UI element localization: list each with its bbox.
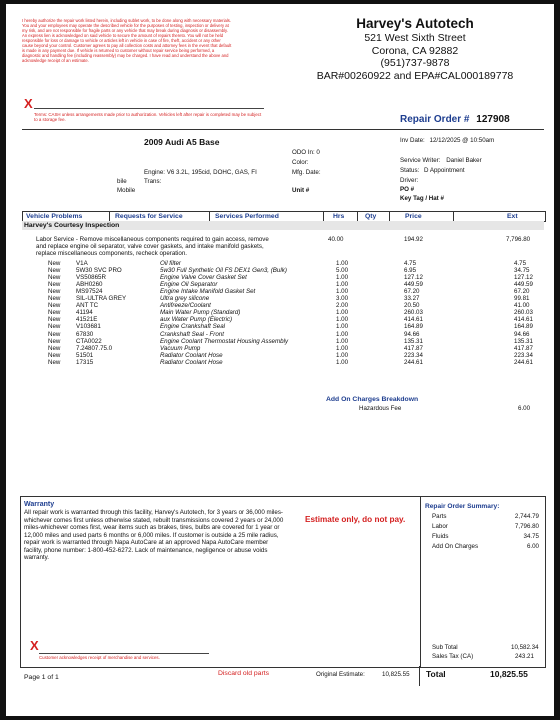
part-qty: 1.00 bbox=[336, 288, 349, 296]
part-ext: 135.31 bbox=[514, 337, 533, 345]
part-description: Vacuum Pump bbox=[160, 344, 201, 352]
part-ext: 67.20 bbox=[514, 288, 530, 296]
summary-box bbox=[20, 496, 546, 668]
original-estimate-value: 10,825.55 bbox=[382, 671, 410, 678]
part-price: 135.31 bbox=[404, 337, 423, 345]
part-ext: 244.61 bbox=[514, 358, 533, 366]
part-price: 20.50 bbox=[404, 302, 420, 310]
summary-label: Fluids bbox=[432, 533, 449, 540]
col-requests: Requests for Service bbox=[115, 213, 183, 220]
part-description: Engine Oil Separator bbox=[160, 281, 218, 289]
warranty-title: Warranty bbox=[24, 501, 55, 508]
sales-tax-value: 243.21 bbox=[515, 653, 534, 660]
part-price: 417.87 bbox=[404, 344, 423, 352]
mfg-date-label: Mfg. Date: bbox=[292, 169, 321, 176]
part-qty: 1.00 bbox=[336, 351, 349, 359]
part-ext: 164.89 bbox=[514, 323, 533, 331]
part-qty: 1.00 bbox=[336, 309, 349, 317]
part-number: MS97524 bbox=[76, 288, 103, 296]
labor-line-3: replace miscellaneous components, recheck operation. bbox=[36, 250, 187, 257]
part-qty: 5.00 bbox=[336, 267, 349, 275]
repair-order-number: 127908 bbox=[476, 114, 510, 125]
status-row bbox=[400, 167, 465, 174]
col-divider bbox=[389, 212, 390, 221]
part-description: aux Water Pump (Electric) bbox=[160, 316, 233, 324]
col-services: Services Performed bbox=[215, 213, 279, 220]
signature-x-bottom: X bbox=[30, 638, 39, 653]
part-condition: New bbox=[48, 302, 61, 310]
terms-text: Terms: CASH unless arrangements made prior to authorization. Vehicles left after repair is completed may be subject to a storage fee. bbox=[34, 112, 262, 123]
part-number: 51501 bbox=[76, 351, 94, 359]
repair-order-heading bbox=[400, 114, 510, 125]
invoice-page bbox=[6, 4, 554, 716]
part-description: Radiator Coolant Hose bbox=[160, 358, 223, 366]
part-number: 41521E bbox=[76, 316, 98, 324]
status-label: Status: bbox=[400, 167, 420, 174]
part-ext: 34.75 bbox=[514, 267, 530, 275]
labor-line-2: and replace engine oil separator, valve cover gaskets, and intake manifold gaskets, bbox=[36, 243, 264, 250]
part-description: Engine Valve Cover Gasket Set bbox=[160, 274, 247, 282]
part-condition: New bbox=[48, 337, 61, 345]
signature-line-top bbox=[34, 108, 264, 109]
part-number: CTA0022 bbox=[76, 337, 102, 345]
header-divider bbox=[22, 129, 544, 130]
part-qty: 1.00 bbox=[336, 274, 349, 282]
part-qty: 1.00 bbox=[336, 358, 349, 366]
business-name: Harvey's Autotech bbox=[356, 16, 474, 31]
part-condition: New bbox=[48, 267, 61, 275]
col-divider bbox=[357, 212, 358, 221]
part-description: Radiator Coolant Hose bbox=[160, 351, 223, 359]
summary-label: Labor bbox=[432, 523, 448, 530]
summary-title: Repair Order Summary: bbox=[425, 503, 500, 510]
part-price: 67.20 bbox=[404, 288, 420, 296]
part-description: Antifreeze/Coolant bbox=[160, 302, 211, 310]
po-label: PO # bbox=[400, 186, 415, 193]
add-on-title: Add On Charges Breakdown bbox=[326, 396, 419, 403]
business-address-2: Corona, CA 92882 bbox=[371, 44, 459, 57]
part-price: 33.27 bbox=[404, 295, 420, 303]
part-description: Ultra grey silicone bbox=[160, 295, 210, 303]
labor-ext: 7,796.80 bbox=[506, 236, 531, 243]
engine-info: Engine: V6 3.2L, 195cid, DOHC, GAS, FI bbox=[144, 169, 257, 176]
part-qty: 1.00 bbox=[336, 323, 349, 331]
part-description: Crankshaft Seal - Front bbox=[160, 330, 224, 338]
summary-value: 2,744.79 bbox=[514, 513, 539, 520]
sales-tax-label: Sales Tax (CA) bbox=[432, 653, 474, 660]
part-ext: 417.87 bbox=[514, 344, 533, 352]
hazardous-fee-value: 6.00 bbox=[518, 405, 531, 412]
inv-date-value: 12/12/2025 @ 10:50am bbox=[429, 137, 495, 144]
part-qty: 2.00 bbox=[336, 302, 349, 310]
part-number: V1A bbox=[76, 260, 88, 267]
col-vehicle-problems: Vehicle Problems bbox=[26, 213, 83, 220]
part-price: 94.66 bbox=[404, 330, 420, 338]
page-label: Page 1 of 1 bbox=[24, 674, 59, 681]
odo-in: ODO In: 0 bbox=[292, 149, 320, 156]
part-price: 4.75 bbox=[404, 260, 417, 267]
part-price: 223.34 bbox=[404, 351, 423, 359]
estimate-notice: Estimate only, do not pay. bbox=[305, 515, 406, 524]
part-number: 7.24807.75.0 bbox=[76, 344, 113, 352]
part-condition: New bbox=[48, 295, 61, 303]
discard-old-parts: Discard old parts bbox=[218, 670, 269, 677]
part-description: Oil filter bbox=[160, 260, 181, 267]
summary-divider bbox=[420, 497, 421, 667]
hazardous-fee-label: Hazardous Fee bbox=[359, 405, 402, 412]
receipt-text: Customer acknowledges receipt of merchandise and services. bbox=[39, 655, 160, 660]
part-number: VS50865R bbox=[76, 274, 106, 282]
mobile-text-1: bile bbox=[117, 178, 127, 185]
part-description: Engine Coolant Thermostat Housing Assembly bbox=[160, 337, 289, 345]
col-divider bbox=[323, 212, 324, 221]
part-price: 414.61 bbox=[404, 316, 423, 324]
part-condition: New bbox=[48, 323, 61, 331]
part-qty: 1.00 bbox=[336, 337, 349, 345]
col-divider bbox=[109, 212, 110, 221]
part-condition: New bbox=[48, 344, 61, 352]
business-address-1: 521 West Sixth Street bbox=[364, 32, 466, 44]
part-ext: 223.34 bbox=[514, 351, 533, 359]
summary-value: 34.75 bbox=[523, 533, 539, 540]
part-price: 260.03 bbox=[404, 309, 423, 317]
part-price: 127.12 bbox=[404, 274, 423, 282]
col-price: Price bbox=[405, 213, 422, 220]
repair-order-label: Repair Order # bbox=[400, 114, 470, 125]
part-condition: New bbox=[48, 274, 61, 282]
summary-label: Parts bbox=[432, 513, 447, 520]
service-writer-row bbox=[400, 157, 482, 164]
part-description: Engine Crankshaft Seal bbox=[160, 323, 226, 331]
col-divider bbox=[209, 212, 210, 221]
part-ext: 99.81 bbox=[514, 295, 530, 303]
trans-label: Trans: bbox=[144, 178, 162, 185]
labor-hrs: 40.00 bbox=[328, 236, 344, 243]
part-ext: 414.61 bbox=[514, 316, 533, 324]
service-writer-label: Service Writer: bbox=[400, 157, 441, 164]
summary-value: 6.00 bbox=[526, 543, 539, 550]
part-description: Engine Intake Manifold Gasket Set bbox=[160, 288, 256, 296]
part-ext: 94.66 bbox=[514, 330, 530, 338]
col-ext: Ext bbox=[507, 213, 518, 220]
part-price: 244.61 bbox=[404, 358, 423, 366]
original-estimate-label: Original Estimate: bbox=[316, 671, 365, 678]
part-qty: 3.00 bbox=[336, 295, 349, 303]
subtotal-label: Sub Total bbox=[432, 644, 458, 651]
part-condition: New bbox=[48, 358, 61, 366]
part-description: 5w30 Full Synthetic Oil FS DEX1 Gen3, (Bulk) bbox=[160, 267, 287, 275]
vehicle-title: 2009 Audi A5 Base bbox=[144, 137, 220, 147]
part-condition: New bbox=[48, 309, 61, 317]
warranty-text: All repair work is warranted through this facility, Harvey's Autotech, for 3 years or 36,000 miles-whichever comes first unless otherwise stated, rebuilt transmissions covered 2 years or 24,000 miles-whichever comes first, wear items such as brakes, tires, bulbs are covered for 1 year or 12,000 miles and used parts 6 months or 6,000 miles. If customer is outside a 25 mile radius, repair work is warranted through Napa AutoCare at an approved Napa AutoCare member facility, phone number: 1-800-452-6272. Lack of maintenance, negligence or abuse voids warranty. bbox=[24, 509, 284, 561]
subtotal-value: 10,582.34 bbox=[511, 644, 539, 651]
part-number: SIL-ULTRA GREY bbox=[76, 295, 127, 303]
col-hrs: Hrs bbox=[333, 213, 345, 220]
part-condition: New bbox=[48, 330, 61, 338]
business-phone: (951)737-9878 bbox=[380, 57, 450, 69]
part-number: 67830 bbox=[76, 330, 94, 338]
business-header bbox=[290, 16, 540, 82]
part-condition: New bbox=[48, 281, 61, 289]
part-ext: 4.75 bbox=[514, 260, 527, 267]
part-qty: 1.00 bbox=[336, 316, 349, 324]
part-number: 5W30 SVC PRO bbox=[76, 267, 122, 275]
total-label: Total bbox=[426, 669, 446, 679]
part-ext: 260.03 bbox=[514, 309, 533, 317]
total-value: 10,825.55 bbox=[490, 669, 528, 679]
part-condition: New bbox=[48, 260, 61, 267]
part-condition: New bbox=[48, 316, 61, 324]
part-price: 449.59 bbox=[404, 281, 423, 289]
total-divider bbox=[419, 666, 420, 686]
part-ext: 127.12 bbox=[514, 274, 533, 282]
part-description: Main Water Pump (Standard) bbox=[160, 309, 241, 317]
col-qty: Qty bbox=[365, 213, 377, 220]
signature-x-top: X bbox=[24, 96, 33, 111]
part-qty: 1.00 bbox=[336, 330, 349, 338]
part-qty: 1.00 bbox=[336, 344, 349, 352]
part-ext: 41.00 bbox=[514, 302, 530, 310]
section-title-bar: Harvey's Courtesy Inspection bbox=[22, 221, 544, 230]
part-number: ABH0260 bbox=[76, 281, 103, 289]
col-divider bbox=[453, 212, 454, 221]
mobile-text-2: Mobile bbox=[117, 187, 136, 194]
labor-line-1: Labor Service - Remove miscellaneous components required to gain access, remove bbox=[36, 236, 269, 243]
signature-line-bottom bbox=[39, 653, 209, 654]
service-writer-value: Daniel Baker bbox=[446, 157, 482, 164]
summary-label: Add On Charges bbox=[432, 543, 479, 550]
business-license: BAR#00260922 and EPA#CAL000189778 bbox=[316, 69, 514, 82]
part-condition: New bbox=[48, 351, 61, 359]
labor-price: 194.92 bbox=[404, 236, 423, 243]
part-price: 164.89 bbox=[404, 323, 423, 331]
part-qty: 1.00 bbox=[336, 260, 349, 267]
part-price: 6.95 bbox=[404, 267, 417, 275]
authorization-disclaimer: I hereby authorize the repair work listed herein, including sublet work, to be done along with necessary materials. You and your employees may operate the described vehicle for the purposes of testing, inspection or delivery at my risk, and are not responsible for fragile parts or any vehicle that may break during diagnosis or disassembly. An express lien is acknowledged on said vehicle to secure the amount of repairs thereto. You will not be held responsible for loss or damage to vehicle or articles left in vehicle in case of fire, theft, accident or any other cause beyond your control. Customer agrees to pay all collection costs and attorney fees in the event that default is made in any payment due. If vehicle is returned to customer without repair service being performed, a diagnostic and handling fee (including reassembly) may be charged. I have read and understand the above and acknowledge receipt of an estimate. bbox=[22, 18, 232, 63]
color-label: Color: bbox=[292, 159, 309, 166]
part-condition: New bbox=[48, 288, 61, 296]
status-value: D Appointment bbox=[424, 167, 465, 174]
summary-value: 7,796.80 bbox=[514, 523, 539, 530]
part-qty: 1.00 bbox=[336, 281, 349, 289]
part-number: 41194 bbox=[76, 309, 93, 317]
key-tag-label: Key Tag / Hat # bbox=[400, 195, 444, 202]
part-number: ANT TC bbox=[76, 302, 99, 310]
part-ext: 449.59 bbox=[514, 281, 533, 289]
driver-label: Driver: bbox=[400, 177, 419, 184]
inv-date-row bbox=[400, 137, 494, 144]
unit-label: Unit # bbox=[292, 187, 310, 194]
inv-date-label: Inv Date: bbox=[400, 137, 425, 144]
part-number: V103681 bbox=[76, 323, 101, 331]
part-number: 17315 bbox=[76, 358, 94, 366]
